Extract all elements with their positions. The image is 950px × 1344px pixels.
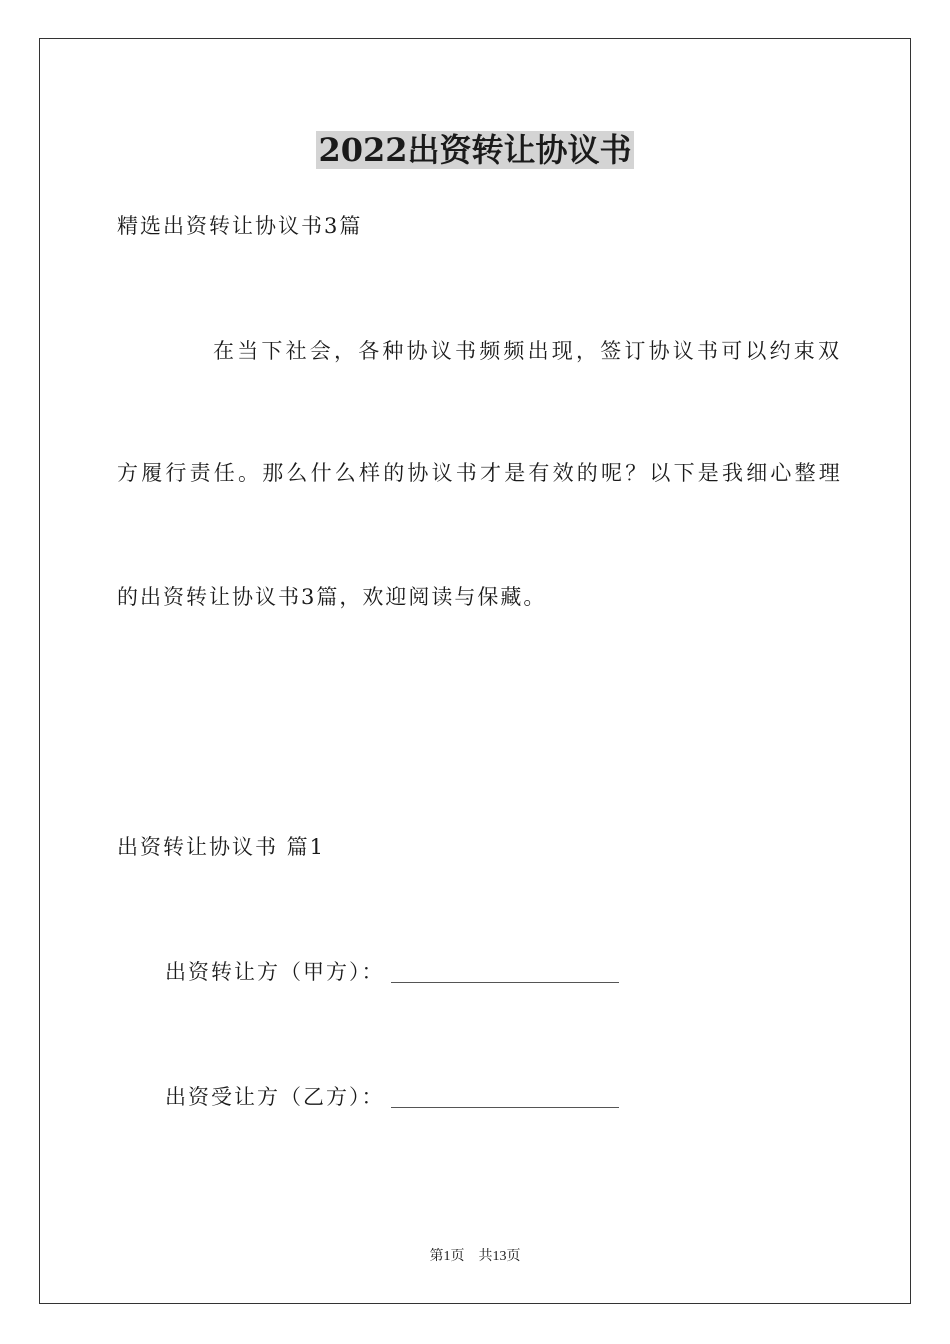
footer-page-total: 共13页 xyxy=(478,1249,521,1264)
transferee-blank-line[interactable] xyxy=(391,1085,619,1108)
intro-line-3: 的出资转让协议书3篇，欢迎阅读与保藏。 xyxy=(117,585,547,609)
document-title xyxy=(0,128,950,172)
transferor-field xyxy=(165,957,619,987)
transferor-blank-line[interactable] xyxy=(391,960,619,983)
page-footer xyxy=(0,1247,950,1267)
footer-page-current: 第1页 xyxy=(429,1249,465,1264)
intro-line-2: 方履行责任。那么什么样的协议书才是有效的呢？以下是我细心整理 xyxy=(117,461,843,485)
document-title-text: 2022出资转让协议书 xyxy=(318,131,632,169)
document-subtitle: 精选出资转让协议书3篇 xyxy=(117,214,363,238)
transferee-label: 出资受让方（乙方）： xyxy=(165,1085,385,1109)
section-heading: 出资转让协议书 篇1 xyxy=(117,835,326,859)
transferee-field xyxy=(165,1082,619,1112)
intro-line-1: 在当下社会，各种协议书频频出现，签订协议书可以约束双 xyxy=(213,339,843,363)
transferor-label: 出资转让方（甲方）： xyxy=(165,960,385,984)
